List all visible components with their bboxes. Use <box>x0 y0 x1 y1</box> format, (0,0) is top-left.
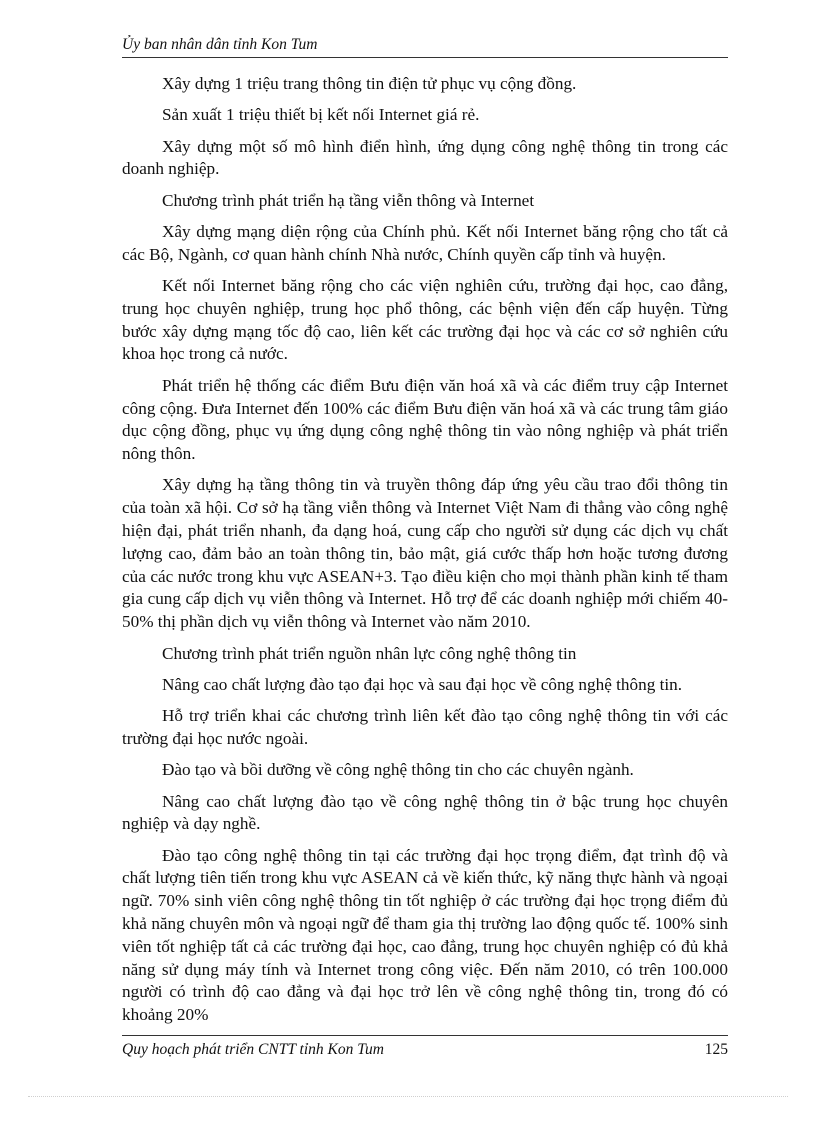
paragraph: Hỗ trợ triển khai các chương trình liên kết đào tạo công nghệ thông tin với các trường đại học nước ngoài. <box>122 706 728 748</box>
paragraph: Kết nối Internet băng rộng cho các viện nghiên cứu, trường đại học, cao đẳng, trung học chuyên nghiệp, trung học phổ thông, các bệnh viện đến cấp huyện. Từng bước xây dựng mạng tốc độ cao, liên kết các trường đại học và các cơ sở nghiên cứu khoa học trong cả nước. <box>122 276 728 364</box>
page-header <box>122 35 728 58</box>
paragraph: Nâng cao chất lượng đào tạo đại học và sau đại học về công nghệ thông tin. <box>162 674 683 694</box>
page-footer <box>122 1035 728 1060</box>
page-body <box>122 73 728 1035</box>
paragraph: Nâng cao chất lượng đào tạo về công nghệ thông tin ở bậc trung học chuyên nghiệp và dạy nghề. <box>122 791 728 834</box>
paragraph: Xây dựng hạ tầng thông tin và truyền thông đáp ứng yêu cầu trao đổi thông tin của toàn xã hội. Cơ sở hạ tầng viễn thông và Internet Việt Nam đi thẳng vào công nghệ hiện đại, phát triển nhanh, đa dạng hoá, cung cấp cho người sử dụng các dịch vụ chất lượng cao, đảm bảo an toàn thông tin, bảo mật, giá cước thấp hơn hoặc tương đương của các nước trong khu vực ASEAN+3. Tạo điều kiện cho mọi thành phần kinh tế tham gia cung cấp dịch vụ viễn thông và Internet. Hỗ trợ để các doanh nghiệp mới chiếm 40-50% thị phần dịch vụ viễn thông và Internet vào năm 2010. <box>122 475 728 632</box>
footer-title: Quy hoạch phát triển CNTT tỉnh Kon Tum <box>122 1041 384 1058</box>
paragraph: Đào tạo công nghệ thông tin tại các trường đại học trọng điểm, đạt trình độ và chất lượng tiên tiến trong khu vực ASEAN cả về kiến thức, kỹ năng thực hành và ngoại ngữ. 70% sinh viên công nghệ thông tin tốt nghiệp ở các trường đại học trọng điểm đủ khả năng chuyên môn và ngoại ngữ để tham gia thị trường lao động quốc tế. 100% sinh viên tốt nghiệp tất cả các trường đại học, cao đẳng, trung học chuyên nghiệp có đủ khả năng sử dụng máy tính và Internet trong công việc. Đến năm 2010, có trên 100.000 người có trình độ cao đẳng và đại học trở lên về công nghệ thông tin, trong đó có khoảng 20% <box>122 845 728 1025</box>
paragraph: Sản xuất 1 triệu thiết bị kết nối Internet giá rẻ. <box>162 105 480 125</box>
header-title: Ủy ban nhân dân tỉnh Kon Tum <box>122 36 318 53</box>
paragraph: Đào tạo và bồi dưỡng về công nghệ thông tin cho các chuyên ngành. <box>162 760 634 780</box>
page-number: 125 <box>704 1041 728 1058</box>
section-heading: Chương trình phát triển nguồn nhân lực công nghệ thông tin <box>162 643 577 663</box>
paragraph: Xây dựng mạng diện rộng của Chính phủ. Kết nối Internet băng rộng cho tất cả các Bộ, Ngành, cơ quan hành chính Nhà nước, Chính quyền cấp tỉnh và huyện. <box>122 221 728 264</box>
section-heading: Chương trình phát triển hạ tầng viễn thông và Internet <box>162 190 535 210</box>
paragraph: Xây dựng 1 triệu trang thông tin điện tử phục vụ cộng đồng. <box>162 74 577 93</box>
page-edge-divider <box>28 1096 788 1097</box>
paragraph: Xây dựng một số mô hình điển hình, ứng dụng công nghệ thông tin trong các doanh nghiệp. <box>122 136 728 179</box>
paragraph: Phát triển hệ thống các điểm Bưu điện văn hoá xã và các điểm truy cập Internet công cộng. Đưa Internet đến 100% các điểm Bưu điện văn hoá xã và các trung tâm giáo dục cộng đồng, phục vụ ứng dụng công nghệ thông tin vào nông nghiệp và phát triển nông thôn. <box>122 375 728 464</box>
